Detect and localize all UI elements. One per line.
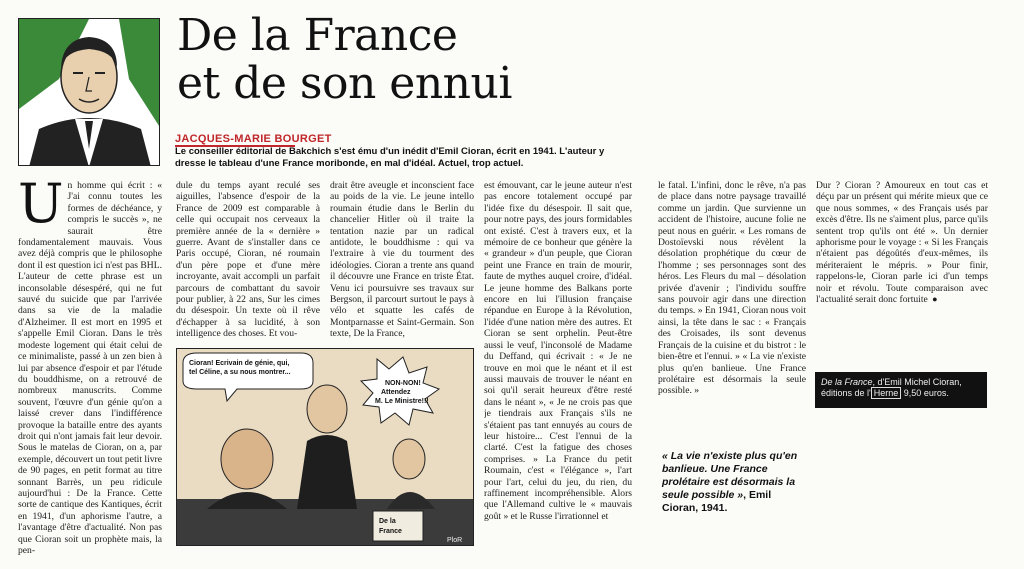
book-author: d'Emil Michel Cioran, (877, 377, 962, 387)
pull-quote-text: « La vie n'existe plus qu'en banlieue. Une France prolétaire est désormais la seule possible » (662, 450, 798, 501)
column-5-text: le fatal. L'infini, donc le rêve, n'a pas de place dans notre paysage travaillé comme un jardin. Que survienne un accident de l'histoire, aucune folie ne peut nous en guérir. « Les romans de Dostoïevski nous révèlent la désolation prophétique du cœur de l'homme ; ses personnages sont des héros. Les Fleurs du mal – désolation privée d'avenir ; l'individu souffre sans pouvoir agir dans une direction du temps. » En 1941, Cioran nous voit ainsi, la tête dans le sac : « Français des Croisades, ils sont devenus Français de la cuisine et du bistrot : le bien-être et l'ennui. » « La vie n'existe plus qu'en banlieue. Une France prolétaire est désormais la seule possible. » (658, 180, 806, 397)
article-column-6 (816, 180, 988, 366)
article-column-3 (330, 180, 474, 340)
book-publisher: Herne (871, 387, 902, 399)
pull-quote-attribution: , Emil Cioran, 1941. (662, 489, 772, 514)
article-column-4 (484, 180, 632, 560)
article-column-1 (18, 180, 162, 560)
book-info-box: De la France, d'Emil Michel Cioran, éditions de l' Herne 9,50 euros. (815, 372, 987, 408)
editorial-cartoon (176, 348, 474, 546)
book-publisher-prefix: éditions de l' (821, 388, 871, 398)
cartoon-bubble-left: Cioran! Ecrivain de génie, qui, tel Céline, a su nous montrer... (189, 360, 291, 376)
article-column-5 (658, 180, 806, 442)
cartoon-book-label: De la (379, 518, 396, 525)
column-1-text: n homme qui écrit : « J'ai connu toutes les formes de déchéance, y compris le succès », ne saurait être fondamentalement mauvais. Vous avez déjà compris que le philosophe dont il est question ici n'est pas BHL. L'auteur de cette phrase est un inconsolable désespéré, qui ne fut sauvé du suicide que par l'arrivée dans sa vie de la maladie d'Alzheimer. Il est mort en 1995 et s'appelle Emil Cioran. Dans le très modeste logement qui était celui de ce minimaliste, passé à un zen bien à lui par absence d'espoir et par l'étude du bouddhisme, on a retrouvé de nombreux manuscrits. Comme souvent, l'œuvre d'un génie qu'on a laissé crever dans l'indifférence provoque la bataille entre des ayants droit qui n'ont jamais fait leur devoir. Sous le matelas de Cioran, on a, par exemple, découvert un tout petit livre de 90 pages, en petit format au titre sonnant Barrès, un peu ridicule aujourd'hui : De la France. Cette sorte de cantique des Kantiques, écrit en 1941, d'un aphorisme l'autre, a l'avantage d'être d'actualité. Non pas que Cioran soit un prophète mais, la pen- (18, 180, 162, 556)
cartoon-signature: PloR (447, 537, 463, 544)
column-3-text: drait être aveugle et inconscient face au poids de la vie. Le jeune intello roumain étudie dans le Berlin du chancelier Hitler où il traite la tentation nazie par un radical antidote, le bouddhisme : qui va l'extraire à vie du tourment des idéologies. Cioran a trente ans quand il découvre une France en triste État. Venu ici poursuivre ses travaux sur Bergson, il parcourt surtout le pays à vélo et squatte les cafés de Montparnasse et Saint-Germain. Son texte, De la France, (330, 180, 474, 340)
cartoon-book-label-2: France (379, 528, 402, 535)
article-lead: Le conseiller éditorial de Bakchich s'est ému d'un inédit d'Emil Cioran, écrit en 1941. L'auteur y dresse le tableau d'une France moribonde, en mal d'idéal. Actuel, trop actuel. (175, 146, 605, 169)
headline-line-1: De la France (177, 10, 458, 61)
article-column-2 (176, 180, 320, 340)
column-2-text: dule du temps ayant reculé ses aiguilles, l'absence d'espoir de la France de 2009 est comparable à celle qui occupait nos cerveaux la première année de la « dernière » guerre. Avant de s'installer dans ce Paris occupé, Cioran, né roumain d'un père pope et d'une mère incroyante, avait accompli un parfait parcours de combattant du savoir pour publier, à 22 ans, Sur les cimes du désespoir. Un texte où il rêve d'échapper à sa lucidité, à son intelligence des choses. Et vou- (176, 180, 320, 340)
headline (177, 12, 512, 108)
book-title: De la France (821, 377, 873, 387)
headline-line-2: et de son ennui (177, 58, 512, 109)
pull-quote (662, 450, 807, 515)
book-price: 9,50 euros. (903, 388, 949, 398)
author-portrait (18, 18, 160, 166)
drop-cap: U (18, 180, 64, 235)
cartoon-bubble-right: NON-NON! Attendez M. Le Ministre!!! (375, 380, 429, 405)
end-mark: ● (932, 294, 938, 305)
author-byline: JACQUES-MARIE BOURGET (175, 133, 332, 145)
column-6-text: Dur ? Cioran ? Amoureux en tout cas et déçu par un présent qui mérite mieux que ce que nous sommes, « des Français usés par excès d'être. Ils ne s'aiment plus, parce qu'ils sentent trop qu'ils ont été ». Un dernier aphorisme pour le voyage : « Si les Français n'étaient pas dégoûtés d'eux-mêmes, ils mériteraient le mépris. » Pour finir, rappelons-le, Cioran parle ici d'un temps noir et révolu. Toute comparaison avec l'actualité serait donc fortuite (816, 180, 988, 306)
column-4-text: est émouvant, car le jeune auteur n'est pas encore totalement occupé par l'idée fixe du désespoir. Il sait que, pour notre pays, des jours formidables ont existé. C'est à travers eux, et la mémoire de ce bonheur que génère la « grandeur » d'un peuple, que Cioran peint une France en train de mourir, faute de mythes auquel croire, d'idéal. Le jeune homme des Balkans porte encore en lui l'illusion française répandue en Europe à la Révolution, l'idée d'une nation mère des autres. Et Cioran se sent orphelin. Peut-être aussi le veuf, l'inconsolé de Madame du Deffand, qui écrivait : « Je ne trouve en moi que le néant et il est aussi mauvais de trouver le néant en soi qu'il serait heureux d'être resté dans le néant », « Je ne crois pas que je tiendrais aux Français s'ils ne s'étaient pas tant ennuyés au cours de leur histoire... C'est l'ennui de la clarté. C'est la fatigue des choses comprises. » La France du petit Roumain, c'est « l'élégance », l'art pour l'art, celui du jeu, du rien, du raffinement incompréhensible. Alors que l'Allemand cultive le « mauvais goût » et le Russe l'irrationnel et (484, 180, 632, 522)
